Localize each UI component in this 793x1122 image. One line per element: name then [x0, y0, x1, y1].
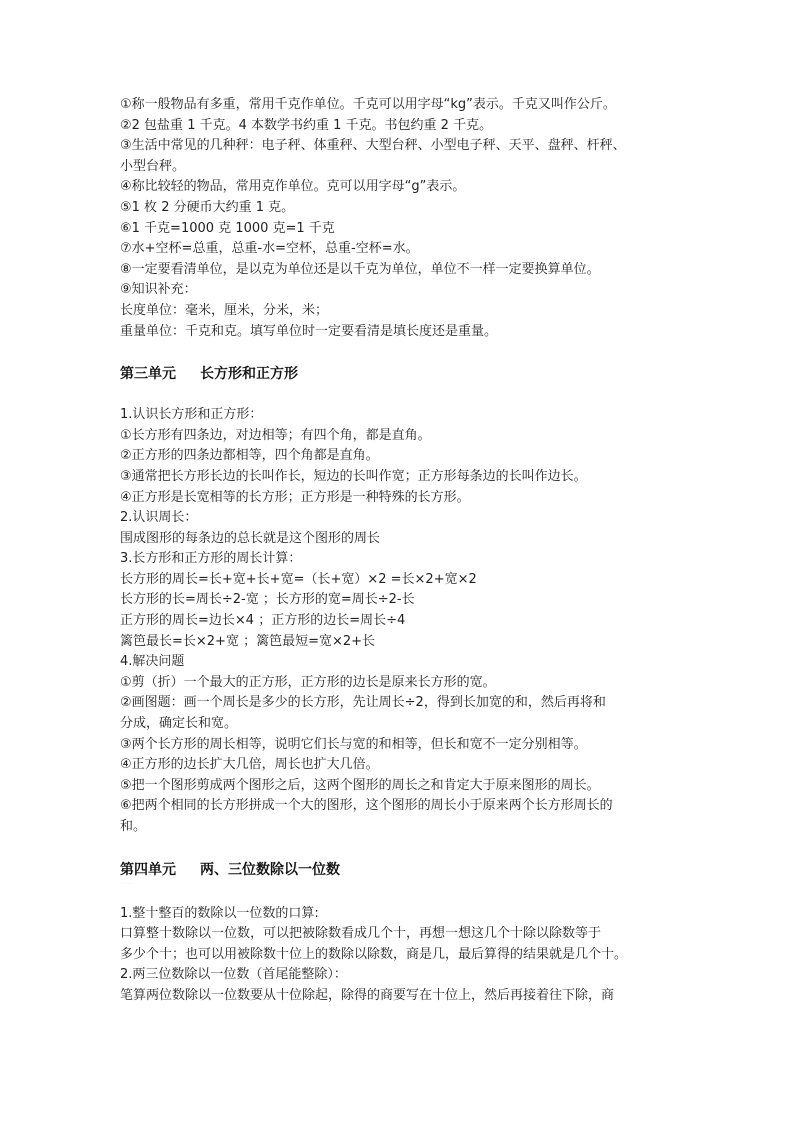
- document-page: [120, 95, 680, 1007]
- section-heading-unit-3: [120, 364, 680, 384]
- text-line: ⑤把一个图形剪成两个图形之后，这两个图形的周长之和肯定大于原来图形的周长。: [120, 777, 600, 793]
- section-heading-unit-4: [120, 860, 680, 880]
- text-line: 长度单位：毫米，厘米，分米，米；: [120, 302, 329, 318]
- text-line: ④正方形是长宽相等的长方形；正方形是一种特殊的长方形。: [120, 489, 470, 505]
- formula-line: 篱笆最长=长×2+宽 ；篱笆最短=宽×2+长: [120, 633, 376, 649]
- text-line: 3.长方形和正方形的周长计算：: [120, 551, 302, 567]
- unit-number: 第三单元: [120, 366, 176, 383]
- text-line: ⑥把两个相同的长方形拼成一个大的图形，这个图形的周长小于原来两个长方形周长的: [120, 798, 613, 814]
- unit-title: 长方形和正方形: [200, 366, 298, 383]
- text-line: ④称比较轻的物品，常用克作单位。克可以用字母“g”表示。: [120, 179, 466, 195]
- formula-line: 正方形的周长=边长×4 ；正方形的边长=周长÷4: [120, 613, 406, 629]
- text-line: 2.认识周长：: [120, 510, 198, 526]
- text-line: 2.两三位数除以一位数（首尾能整除）：: [120, 967, 347, 983]
- mass-units-notes: [120, 95, 680, 342]
- text-line: ③两个长方形的周长相等，说明它们长与宽的和相等，但长和宽不一定分别相等。: [120, 736, 587, 752]
- text-line: 1.整十整百的数除以一位数的口算:: [120, 905, 319, 921]
- formula-line: 长方形的长=周长÷2-宽 ；长方形的宽=周长÷2-长: [120, 592, 415, 608]
- text-line: ②画图题：画一个周长是多少的长方形，先让周长÷2，得到长加宽的和，然后再将和: [120, 695, 606, 711]
- text-line: 和。: [120, 819, 147, 834]
- text-line: 1.认识长方形和正方形：: [120, 407, 263, 423]
- text-line: ⑥1 千克=1000 克 1000 克=1 千克: [120, 220, 335, 236]
- text-line: ⑨知识补充：: [120, 282, 197, 298]
- text-line: ⑦水+空杯=总重，总重-水=空杯，总重-空杯=水。: [120, 241, 419, 257]
- text-line: 小型台秤。: [120, 158, 186, 174]
- text-line: ②正方形的四条边都相等，四个角都是直角。: [120, 448, 379, 464]
- text-line: ①长方形有四条边，对边相等；有四个角，都是直角。: [120, 427, 431, 443]
- text-line: ⑧一定要看清单位，是以克为单位还是以千克为单位，单位不一样一定要换算单位。: [120, 261, 600, 277]
- text-line: 口算整十数除以一位数，可以把被除数看成几个十，再想一想这几个十除以除数等于: [120, 926, 602, 942]
- division-notes: [120, 904, 680, 1007]
- text-line: ②2 包盐重 1 千克。4 本数学书约重 1 千克。书包约重 2 千克。: [120, 117, 493, 133]
- faint-note: …………: [120, 880, 132, 885]
- text-line: ①剪（折）一个最大的正方形，正方形的边长是原来长方形的宽。: [120, 674, 496, 690]
- unit-title: 两、三位数除以一位数: [200, 861, 340, 878]
- text-line: 围成图形的每条边的总长就是这个图形的周长: [120, 530, 381, 546]
- text-line: ④正方形的边长扩大几倍，周长也扩大几倍。: [120, 757, 379, 773]
- text-line: 笔算两位数除以一位数要从十位除起，除得的商要写在十位上，然后再接着往下除，商: [120, 987, 615, 1003]
- text-line: 4.解决问题: [120, 654, 185, 670]
- text-line: 重量单位：千克和克。填写单位时一定要看清是填长度还是重量。: [120, 323, 498, 339]
- formula-line: 长方形的周长=长+宽+长+宽=（长+宽）×2 =长×2+宽×2: [120, 571, 477, 587]
- rectangle-square-notes: [120, 405, 680, 837]
- unit-number: 第四单元: [120, 861, 176, 878]
- text-line: ③生活中常见的几种秤：电子秤、体重秤、大型台秤、小型电子秤、天平、盘秤、杆秤、: [120, 138, 626, 154]
- text-line: ⑤1 枚 2 分硬币大约重 1 克。: [120, 199, 295, 215]
- text-line: 多少个十；也可以用被除数十位上的数除以除数，商是几，最后算得的结果就是几个十。: [120, 946, 628, 962]
- text-line: ③通常把长方形长边的长叫作长，短边的长叫作宽；正方形每条边的长叫作边长。: [120, 468, 587, 484]
- text-line: ①称一般物品有多重，常用千克作单位。千克可以用字母“kg”表示。千克又叫作公斤。: [120, 97, 616, 112]
- text-line: 分成，确定长和宽。: [120, 716, 238, 732]
